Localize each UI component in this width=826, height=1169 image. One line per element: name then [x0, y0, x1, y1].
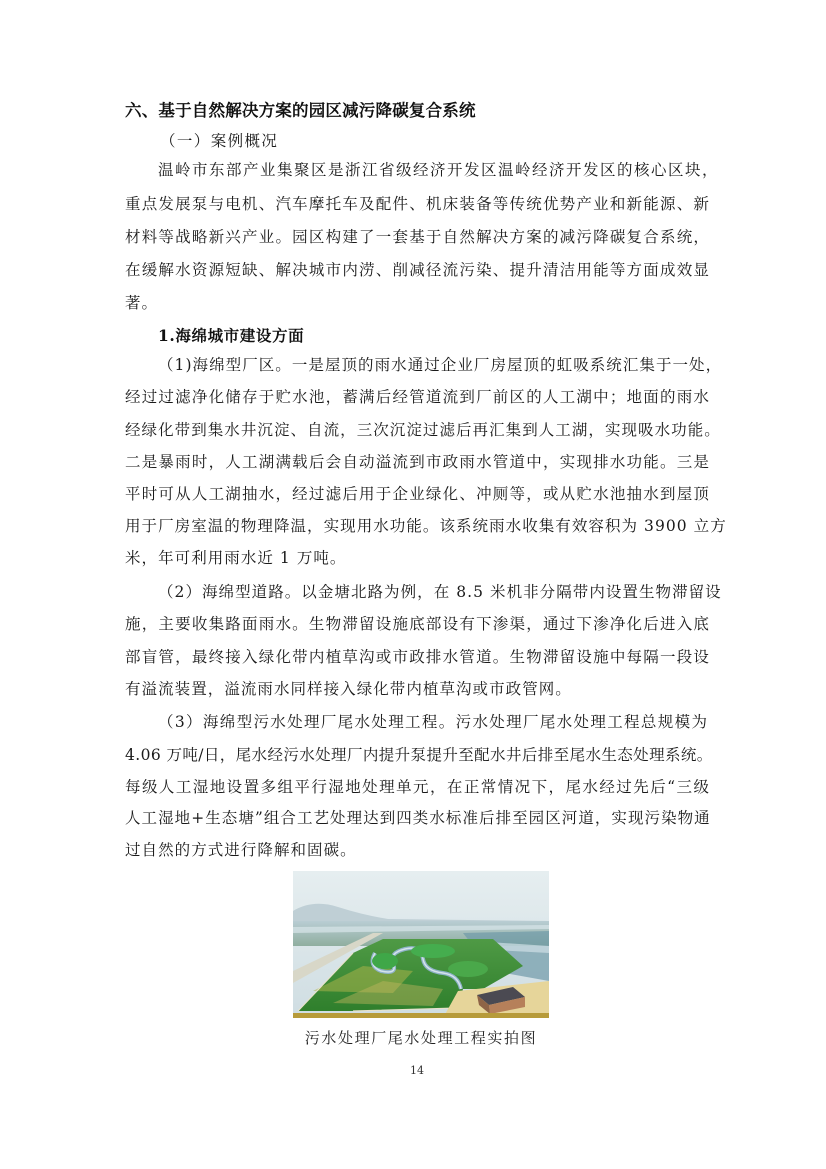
overview-line-1: 温岭市东部产业集聚区是浙江省级经济开发区温岭经济开发区的核心区块， — [158, 161, 720, 179]
para2-line-1: （2）海绵型道路。以金塘北路为例，在 8.5 米机非分隔带内设置生物滞留设 — [158, 583, 722, 601]
wetland-photo-image — [293, 871, 549, 1018]
para3-line-2: 4.06 万吨/日，尾水经污水处理厂内提升泵提升至配水井后排至尾水生态处理系统。 — [125, 746, 713, 764]
para3-line-5: 过自然的方式进行降解和固碳。 — [125, 841, 357, 859]
topic-heading: 1.海绵城市建设方面 — [158, 326, 305, 345]
para1-line-1: （1)海绵型厂区。一是屋顶的雨水通过企业厂房屋顶的虹吸系统汇集于一处， — [158, 356, 723, 374]
wetland-photo — [293, 871, 549, 1018]
para1-line-2: 经过过滤净化储存于贮水池，蓄满后经管道流到厂前区的人工湖中；地面的雨水 — [125, 388, 710, 406]
page-number: 14 — [410, 1064, 424, 1077]
overview-line-4: 在缓解水资源短缺、解决城市内涝、削减径流污染、提升清洁用能等方面成效显 — [125, 261, 710, 279]
subsection-heading: （一）案例概况 — [160, 132, 279, 150]
overview-line-2: 重点发展泵与电机、汽车摩托车及配件、机床装备等传统优势产业和新能源、新 — [125, 195, 710, 213]
overview-line-3: 材料等战略新兴产业。园区构建了一套基于自然解决方案的减污降碳复合系统， — [125, 228, 710, 246]
para1-line-3: 经绿化带到集水井沉淀、自流，三次沉淀过滤后再汇集到人工湖，实现吸水功能。 — [125, 421, 721, 439]
para1-line-5: 平时可从人工湖抽水，经过滤后用于企业绿化、冲厕等，或从贮水池抽水到屋顶 — [125, 485, 710, 503]
para1-line-6: 用于厂房室温的物理降温，实现用水功能。该系统雨水收集有效容积为 3900 立方 — [125, 517, 727, 535]
section-heading: 六、基于自然解决方案的园区减污降碳复合系统 — [125, 101, 476, 120]
para3-line-3: 每级人工湿地设置多组平行湿地处理单元，在正常情况下，尾水经过先后“三级 — [125, 778, 710, 796]
para1-line-4: 二是暴雨时，人工湖满载后会自动溢流到市政雨水管道中，实现排水功能。三是 — [125, 453, 710, 471]
para2-line-4: 有溢流装置，溢流雨水同样接入绿化带内植草沟或市政管网。 — [125, 680, 572, 698]
para3-line-4: 人工湿地+生态塘”组合工艺处理达到四类水标准后排至园区河道，实现污染物通 — [125, 809, 711, 827]
para3-line-1: （3）海绵型污水处理厂尾水处理工程。污水处理厂尾水处理工程总规模为 — [158, 713, 708, 731]
overview-line-5: 著。 — [125, 294, 159, 312]
para2-line-2: 施，主要收集路面雨水。生物滞留设施底部设有下渗渠，通过下渗净化后进入底 — [125, 615, 710, 633]
para2-line-3: 部盲管，最终接入绿化带内植草沟或市政排水管道。生物滞留设施中每隔一段设 — [125, 648, 710, 666]
figure-caption: 污水处理厂尾水处理工程实拍图 — [304, 1029, 538, 1047]
para1-line-7: 米，年可利用雨水近 1 万吨。 — [125, 549, 347, 567]
